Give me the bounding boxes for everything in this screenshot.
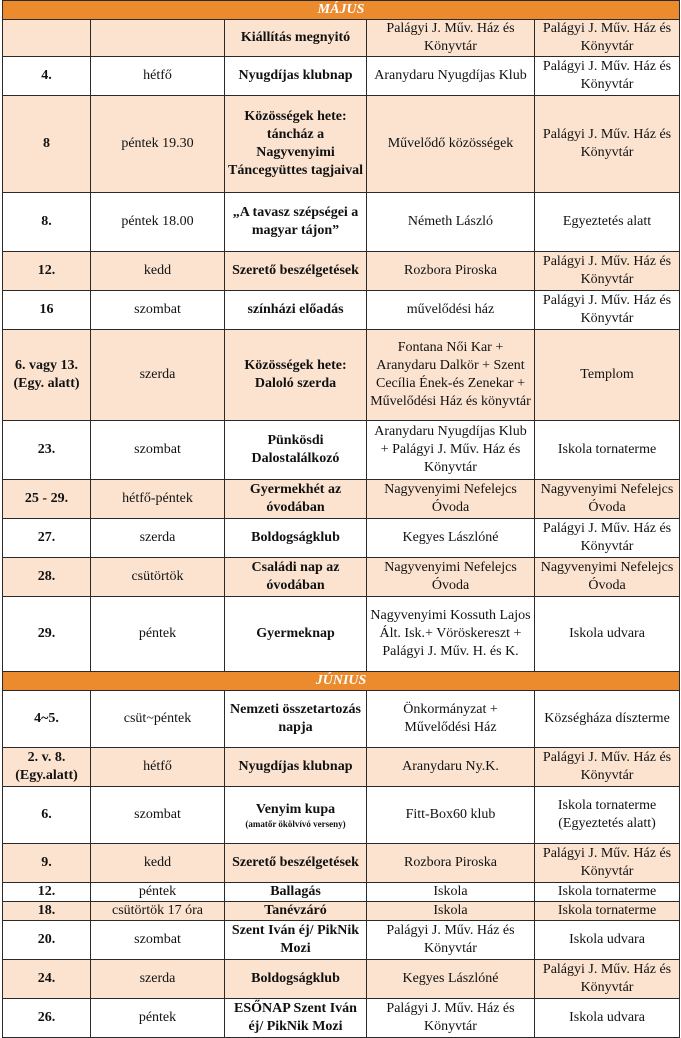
event-venue-text: Templom <box>580 367 634 382</box>
event-title-text: Ballagás <box>270 884 321 899</box>
event-date-text: 4~5. <box>34 711 59 726</box>
event-title <box>225 20 367 57</box>
event-venue-text: Iskola tornaterme <box>557 884 657 899</box>
event-title-text: Családi nap az óvodában <box>251 560 340 593</box>
event-title-text: Szerető beszélgetések <box>232 855 359 870</box>
event-day-text: hétfő <box>143 759 172 774</box>
event-venue-text: Palágyi J. Műv. Ház és Könyvtár <box>542 21 672 54</box>
event-row <box>3 252 680 291</box>
month-title: MÁJUS <box>3 1 680 20</box>
event-venue-text: Nagyvenyimi Nefelejcs Óvoda <box>540 482 674 515</box>
event-title-text: ESŐNAP Szent Iván éj/ PikNik Mozi <box>234 1001 357 1034</box>
event-venue-text: Iskola udvara <box>569 626 645 641</box>
event-row <box>3 519 680 558</box>
event-venue-text: Iskola udvara <box>569 932 645 947</box>
event-title <box>225 330 367 421</box>
event-venue <box>535 96 680 193</box>
event-date <box>3 421 91 480</box>
event-date-text: 27. <box>37 530 56 545</box>
event-organizer <box>367 421 535 480</box>
event-day <box>91 252 225 291</box>
event-organizer <box>367 291 535 330</box>
event-title-text: Nyugdíjas klubnap <box>238 759 353 774</box>
event-row <box>3 20 680 57</box>
event-row <box>3 902 680 921</box>
event-date-text: 2. v. 8. (Egy.alatt) <box>15 750 78 783</box>
event-title <box>225 883 367 902</box>
event-day <box>91 421 225 480</box>
event-organizer-text: Palágyi J. Műv. Ház és Könyvtár <box>386 923 515 956</box>
event-date <box>3 902 91 921</box>
event-note: (amatőr ökölvívó verseny) <box>245 818 346 829</box>
event-day-text: szerda <box>139 530 176 545</box>
event-venue <box>535 480 680 519</box>
event-day <box>91 902 225 921</box>
event-venue <box>535 330 680 421</box>
event-venue-text: Palágyi J. Műv. Ház és Könyvtár <box>542 750 672 783</box>
event-organizer <box>367 193 535 252</box>
event-organizer <box>367 691 535 748</box>
event-row <box>3 748 680 787</box>
event-day-text: szombat <box>134 932 181 947</box>
event-organizer-text: Rozbora Piroska <box>404 263 497 278</box>
event-date-text: 8 <box>43 136 50 151</box>
event-title <box>225 960 367 999</box>
event-date <box>3 691 91 748</box>
event-date <box>3 519 91 558</box>
event-venue <box>535 421 680 480</box>
event-row <box>3 421 680 480</box>
event-date <box>3 96 91 193</box>
event-row <box>3 193 680 252</box>
event-organizer-text: Nagyvenyimi Nefelejcs Óvoda <box>384 482 517 515</box>
month-header-row <box>3 1 680 20</box>
event-day <box>91 921 225 960</box>
event-day-text: péntek 18.00 <box>121 214 194 229</box>
event-organizer <box>367 96 535 193</box>
event-day-text: szombat <box>134 302 181 317</box>
event-organizer-text: Aranydaru Nyugdíjas Klub <box>374 68 527 83</box>
event-day-text: péntek <box>138 884 177 899</box>
event-date-text: 16 <box>39 302 54 317</box>
event-date-text: 23. <box>37 442 56 457</box>
event-organizer <box>367 748 535 787</box>
event-row <box>3 96 680 193</box>
event-date-text: 24. <box>37 971 56 986</box>
event-title-text: Tanévzáró <box>264 903 327 918</box>
event-organizer <box>367 252 535 291</box>
event-venue <box>535 999 680 1038</box>
event-date <box>3 921 91 960</box>
event-venue-text: Iskola tornaterme <box>557 903 657 918</box>
event-day-text: szombat <box>134 442 181 457</box>
event-day <box>91 57 225 96</box>
event-row <box>3 691 680 748</box>
event-date <box>3 480 91 519</box>
event-organizer <box>367 480 535 519</box>
event-date-text: 28. <box>37 569 56 584</box>
event-day-text: kedd <box>143 263 172 278</box>
event-date-text: 12. <box>37 263 56 278</box>
event-venue <box>535 902 680 921</box>
event-day-text: hétfő-péntek <box>122 491 193 506</box>
event-day-text: szerda <box>139 971 176 986</box>
event-row <box>3 787 680 844</box>
event-organizer-text: Rozbora Piroska <box>404 855 497 870</box>
event-row <box>3 999 680 1038</box>
event-venue <box>535 960 680 999</box>
event-day <box>91 330 225 421</box>
event-venue-text: Palágyi J. Műv. Ház és Könyvtár <box>542 127 672 160</box>
event-title-text: Boldogságklub <box>251 971 340 986</box>
event-date <box>3 748 91 787</box>
event-organizer <box>367 844 535 883</box>
event-title-text: Közösségek hete: Daloló szerda <box>244 358 347 391</box>
event-day <box>91 96 225 193</box>
event-organizer-text: Iskola <box>433 903 468 918</box>
event-date <box>3 330 91 421</box>
event-venue-text: Palágyi J. Műv. Ház és Könyvtár <box>542 962 672 995</box>
event-organizer-text: Palágyi J. Műv. Ház és Könyvtár <box>386 1001 515 1034</box>
event-title <box>225 96 367 193</box>
event-day-text: péntek 19.30 <box>121 136 194 151</box>
event-organizer-text: Németh László <box>407 214 494 229</box>
event-date-text: 25 - 29. <box>24 491 69 506</box>
event-day <box>91 787 225 844</box>
event-title <box>225 691 367 748</box>
event-title <box>225 193 367 252</box>
event-day <box>91 597 225 672</box>
event-venue <box>535 748 680 787</box>
event-organizer <box>367 902 535 921</box>
event-venue <box>535 57 680 96</box>
event-title-text: Pünkösdi Dalostalálkozó <box>251 433 340 466</box>
event-date <box>3 20 91 57</box>
event-date-text: 4. <box>41 68 52 83</box>
event-venue-text: Iskola udvara <box>569 1010 645 1025</box>
event-date <box>3 960 91 999</box>
event-date <box>3 252 91 291</box>
event-row <box>3 480 680 519</box>
event-venue <box>535 921 680 960</box>
event-row <box>3 330 680 421</box>
event-day-text: csüt~péntek <box>123 711 192 726</box>
event-schedule-table <box>2 0 680 1038</box>
event-venue-text: Iskola tornaterme <box>557 442 657 457</box>
event-organizer <box>367 883 535 902</box>
event-row <box>3 57 680 96</box>
event-day <box>91 999 225 1038</box>
event-title-text: Gyermekhét az óvodában <box>249 482 342 515</box>
event-date-text: 6. <box>41 807 52 822</box>
event-day-text: csütörtök <box>131 569 184 584</box>
event-title-text: Kiállítás megnyitó <box>240 30 351 45</box>
event-organizer <box>367 597 535 672</box>
event-day-text: péntek <box>138 626 177 641</box>
event-title-text: Gyermeknap <box>256 626 335 641</box>
event-organizer-text: Művelődő közösségek <box>387 136 514 151</box>
event-title <box>225 519 367 558</box>
event-date-text: 9. <box>41 855 52 870</box>
event-date <box>3 844 91 883</box>
event-day <box>91 558 225 597</box>
event-organizer-text: Kegyes Lászlóné <box>402 971 499 986</box>
event-venue-text: Palágyi J. Műv. Ház és Könyvtár <box>542 293 672 326</box>
event-date-text: 26. <box>37 1010 56 1025</box>
event-title-text: Közösségek hete: táncház a Nagyvenyimi Táncegyüttes tagjaival <box>228 109 363 178</box>
event-organizer <box>367 921 535 960</box>
event-date-text: 12. <box>37 884 56 899</box>
event-date-text: 29. <box>37 626 56 641</box>
event-venue <box>535 597 680 672</box>
event-day <box>91 691 225 748</box>
event-organizer <box>367 20 535 57</box>
event-venue-text: Palágyi J. Műv. Ház és Könyvtár <box>542 59 672 92</box>
event-venue <box>535 787 680 844</box>
event-organizer <box>367 519 535 558</box>
event-day-text: péntek <box>138 1010 177 1025</box>
event-day <box>91 193 225 252</box>
event-venue <box>535 252 680 291</box>
event-venue-text: Iskola tornaterme (Egyeztetés alatt) <box>557 798 657 831</box>
event-organizer-text: Nagyvenyimi Nefelejcs Óvoda <box>384 560 517 593</box>
event-organizer <box>367 999 535 1038</box>
event-day <box>91 519 225 558</box>
event-title-text: Szent Iván éj/ PikNik Mozi <box>231 923 360 956</box>
event-organizer <box>367 558 535 597</box>
event-day <box>91 480 225 519</box>
event-title <box>225 558 367 597</box>
event-organizer <box>367 57 535 96</box>
month-title: JÚNIUS <box>3 672 680 691</box>
event-day <box>91 844 225 883</box>
event-organizer-text: Aranydaru Nyugdíjas Klub + Palágyi J. Műv. Ház és Könyvtár <box>374 424 527 475</box>
event-venue-text: Nagyvenyimi Nefelejcs Óvoda <box>540 560 674 593</box>
event-venue <box>535 193 680 252</box>
event-venue <box>535 883 680 902</box>
event-date-text: 18. <box>37 903 56 918</box>
event-date <box>3 558 91 597</box>
event-date <box>3 291 91 330</box>
event-date-text: 6. vagy 13. (Egy. alatt) <box>13 358 80 391</box>
event-row <box>3 558 680 597</box>
event-title-text: Szerető beszélgetések <box>232 263 359 278</box>
event-date <box>3 57 91 96</box>
event-day <box>91 748 225 787</box>
event-title <box>225 252 367 291</box>
event-title <box>225 291 367 330</box>
event-venue <box>535 291 680 330</box>
event-venue-text: Egyeztetés alatt <box>562 214 652 229</box>
event-venue-text: Palágyi J. Műv. Ház és Könyvtár <box>542 254 672 287</box>
event-organizer-text: művelődési ház <box>406 302 495 317</box>
event-venue <box>535 691 680 748</box>
month-header-row <box>3 672 680 691</box>
event-title <box>225 57 367 96</box>
event-venue <box>535 20 680 57</box>
event-row <box>3 291 680 330</box>
event-venue <box>535 844 680 883</box>
event-day-text: kedd <box>143 855 172 870</box>
event-title-text: Nemzeti összetartozás napja <box>230 702 361 735</box>
event-title-text: „A tavasz szépségei a magyar tájon” <box>232 205 359 238</box>
event-date <box>3 787 91 844</box>
event-organizer-text: Palágyi J. Műv. Ház és Könyvtár <box>386 21 515 54</box>
event-venue <box>535 558 680 597</box>
event-title <box>225 999 367 1038</box>
event-organizer <box>367 960 535 999</box>
event-organizer-text: Fitt-Box60 klub <box>405 807 496 822</box>
event-organizer-text: Nagyvenyimi Kossuth Lajos Ált. Isk.+ Vöröskereszt + Palágyi J. Műv. H. és K. <box>370 608 531 659</box>
event-title-text: Venyim kupa <box>255 801 336 817</box>
event-date-text: 20. <box>37 932 56 947</box>
event-day-text: szombat <box>134 807 181 822</box>
event-organizer-text: Önkormányzat + Művelődési Ház <box>403 702 498 735</box>
event-day <box>91 291 225 330</box>
event-title <box>225 787 367 844</box>
event-day <box>91 20 225 57</box>
event-day <box>91 883 225 902</box>
event-day-text: szerda <box>139 367 176 382</box>
event-organizer-text: Aranydaru Ny.K. <box>402 759 499 774</box>
event-venue-text: Palágyi J. Műv. Ház és Könyvtár <box>542 846 672 879</box>
event-title <box>225 480 367 519</box>
event-title <box>225 902 367 921</box>
event-organizer-text: Iskola <box>433 884 468 899</box>
event-date <box>3 999 91 1038</box>
event-title <box>225 921 367 960</box>
event-title <box>225 748 367 787</box>
event-title <box>225 844 367 883</box>
event-title-text: Nyugdíjas klubnap <box>238 68 353 83</box>
event-row <box>3 844 680 883</box>
event-title <box>225 597 367 672</box>
event-day-text: csütörtök 17 óra <box>112 903 203 918</box>
event-title-text: színházi előadás <box>247 302 344 317</box>
event-title-text: Boldogságklub <box>251 530 340 545</box>
event-row <box>3 921 680 960</box>
event-day-text: hétfő <box>143 68 172 83</box>
event-organizer <box>367 787 535 844</box>
event-row <box>3 960 680 999</box>
event-organizer-text: Kegyes Lászlóné <box>402 530 499 545</box>
event-date <box>3 883 91 902</box>
event-date-text: 8. <box>41 214 52 229</box>
event-venue-text: Palágyi J. Műv. Ház és Könyvtár <box>542 521 672 554</box>
event-organizer <box>367 330 535 421</box>
event-day <box>91 960 225 999</box>
event-row <box>3 883 680 902</box>
event-venue <box>535 519 680 558</box>
event-venue-text: Községháza díszterme <box>544 711 670 726</box>
event-date <box>3 597 91 672</box>
event-title <box>225 421 367 480</box>
event-organizer-text: Fontana Női Kar + Aranydaru Dalkör + Szent Cecília Ének-és Zenekar + Művelődési Ház és könyvtár <box>370 340 531 409</box>
event-date <box>3 193 91 252</box>
event-row <box>3 597 680 672</box>
